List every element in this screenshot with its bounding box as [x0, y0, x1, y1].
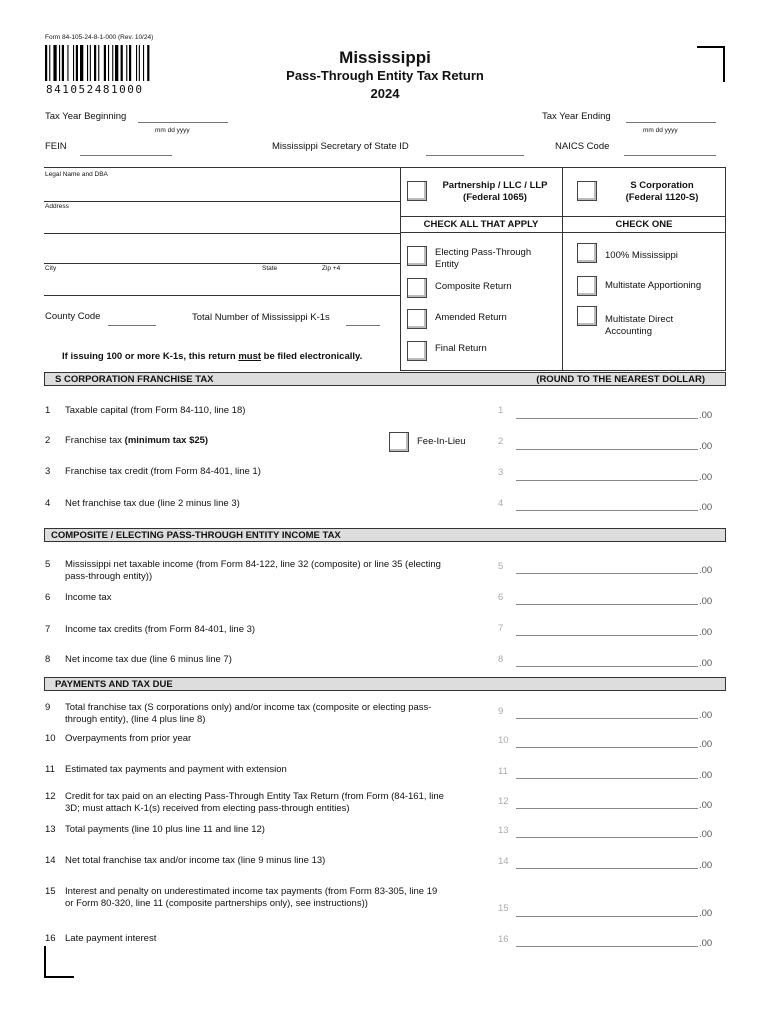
- line-12-number: 12: [45, 791, 56, 802]
- line-8-box-number: 8: [498, 654, 504, 665]
- line-16-amount-field[interactable]: [516, 946, 698, 947]
- fein-label: FEIN: [45, 141, 67, 152]
- line-5-amount-field[interactable]: [516, 573, 698, 574]
- line-12-box-number: 12: [498, 796, 509, 807]
- divider: [562, 167, 563, 371]
- line-1-number: 1: [45, 405, 51, 416]
- line-7-amount-field[interactable]: [516, 635, 698, 636]
- line-11-description: Estimated tax payments and payment with extension: [65, 764, 287, 775]
- line-9-number: 9: [45, 702, 51, 713]
- line-3-box-number: 3: [498, 467, 504, 478]
- line-6-cents: .00: [699, 596, 713, 607]
- tax-year-beginning-field[interactable]: [138, 122, 228, 123]
- form-number: Form 84-105-24-8-1-000 (Rev. 10/24): [45, 34, 154, 41]
- multistate-apportioning-checkbox[interactable]: [577, 276, 597, 296]
- partnership-checkbox[interactable]: [407, 181, 427, 201]
- line-7-box-number: 7: [498, 623, 504, 634]
- line-10-box-number: 10: [498, 735, 509, 746]
- ms-100-checkbox[interactable]: [577, 243, 597, 263]
- final-return-checkbox[interactable]: [407, 341, 427, 361]
- line-4-amount-field[interactable]: [516, 510, 698, 511]
- line-4-cents: .00: [699, 502, 713, 513]
- line-16-description: Late payment interest: [65, 933, 157, 944]
- line-7-cents: .00: [699, 627, 713, 638]
- line-9-description: Total franchise tax (S corporations only) and/or income tax (composite or electing pass-through entity), (line 4 plus line 8): [65, 702, 432, 725]
- line-15-cents: .00: [699, 908, 713, 919]
- line-5-box-number: 5: [498, 561, 504, 572]
- line-11-amount-field[interactable]: [516, 778, 698, 779]
- divider: [400, 232, 726, 233]
- line-12-cents: .00: [699, 800, 713, 811]
- line-5-cents: .00: [699, 565, 713, 576]
- electing-pte-label: Electing Pass-Through Entity: [435, 247, 532, 270]
- line-13-cents: .00: [699, 829, 713, 840]
- section-franchise-tax: S CORPORATION FRANCHISE TAX (ROUND TO THE NEAREST DOLLAR): [44, 372, 726, 386]
- line-8-cents: .00: [699, 658, 713, 669]
- county-code-label: County Code: [45, 311, 101, 322]
- line-13-box-number: 13: [498, 825, 509, 836]
- composite-return-checkbox[interactable]: [407, 278, 427, 298]
- sos-id-label: Mississippi Secretary of State ID: [272, 141, 409, 152]
- tax-year-ending-label: Tax Year Ending: [542, 111, 611, 122]
- city-state-zip-field[interactable]: [44, 295, 400, 296]
- date-format-begin: mm dd yyyy: [155, 127, 190, 134]
- tax-year-ending-field[interactable]: [626, 122, 716, 123]
- multistate-apportioning-label: Multistate Apportioning: [605, 280, 702, 291]
- line-1-description: Taxable capital (from Form 84-110, line 18): [65, 405, 246, 416]
- amended-return-label: Amended Return: [435, 312, 507, 323]
- total-k1s-field[interactable]: [346, 325, 380, 326]
- address-field[interactable]: [44, 233, 400, 234]
- total-k1s-label: Total Number of Mississippi K-1s: [192, 312, 330, 323]
- line-10-description: Overpayments from prior year: [65, 733, 192, 744]
- fee-in-lieu-label: Fee-In-Lieu: [417, 436, 466, 447]
- line-4-box-number: 4: [498, 498, 504, 509]
- section-payments: PAYMENTS AND TAX DUE: [44, 677, 726, 691]
- line-9-amount-field[interactable]: [516, 718, 698, 719]
- address-label: Address: [45, 203, 69, 210]
- city-label: City: [45, 265, 57, 272]
- line-1-amount-field[interactable]: [516, 418, 698, 419]
- line-2-cents: .00: [699, 441, 713, 452]
- line-15-amount-field[interactable]: [516, 916, 698, 917]
- line-16-number: 16: [45, 933, 56, 944]
- line-3-number: 3: [45, 466, 51, 477]
- tax-year-beginning-label: Tax Year Beginning: [45, 111, 127, 122]
- line-10-amount-field[interactable]: [516, 747, 698, 748]
- divider: [400, 216, 726, 217]
- address-field-2[interactable]: [44, 263, 400, 264]
- line-4-number: 4: [45, 498, 51, 509]
- line-11-box-number: 11: [498, 766, 508, 777]
- title-year: 2024: [370, 86, 400, 101]
- line-15-number: 15: [45, 886, 56, 897]
- line-2-box-number: 2: [498, 436, 504, 447]
- final-return-label: Final Return: [435, 343, 487, 354]
- zip-label: Zip +4: [322, 265, 341, 272]
- line-6-description: Income tax: [65, 592, 112, 603]
- naics-label: NAICS Code: [555, 141, 610, 152]
- line-7-description: Income tax credits (from Form 84-401, line 3): [65, 624, 256, 635]
- line-16-box-number: 16: [498, 934, 509, 945]
- line-2-number: 2: [45, 435, 51, 446]
- check-one-header: CHECK ONE: [615, 219, 673, 230]
- line-3-description: Franchise tax credit (from Form 84-401, line 1): [65, 466, 261, 477]
- line-13-amount-field[interactable]: [516, 837, 698, 838]
- date-format-end: mm dd yyyy: [643, 127, 678, 134]
- line-14-number: 14: [45, 855, 56, 866]
- line-13-number: 13: [45, 824, 56, 835]
- ms-100-label: 100% Mississippi: [605, 250, 678, 261]
- section-composite-income-tax: COMPOSITE / ELECTING PASS-THROUGH ENTITY INCOME TAX: [44, 528, 726, 542]
- electronic-filing-note: If issuing 100 or more K-1s, this return must be filed electronically.: [62, 351, 363, 362]
- corner-mark-bottom: [44, 946, 74, 978]
- line-14-box-number: 14: [498, 856, 509, 867]
- line-6-amount-field[interactable]: [516, 604, 698, 605]
- line-2-description: Franchise tax (minimum tax $25): [65, 435, 209, 446]
- check-all-header: CHECK ALL THAT APPLY: [423, 219, 539, 230]
- line-9-cents: .00: [699, 710, 713, 721]
- multistate-direct-checkbox[interactable]: [577, 306, 597, 326]
- line-13-description: Total payments (line 10 plus line 11 and line 12): [65, 824, 265, 835]
- s-corp-checkbox[interactable]: [577, 181, 597, 201]
- line-9-box-number: 9: [498, 706, 504, 717]
- legal-name-field[interactable]: [44, 201, 400, 202]
- line-14-description: Net total franchise tax and/or income tax (line 9 minus line 13): [65, 855, 326, 866]
- line-14-cents: .00: [699, 860, 713, 871]
- line-7-number: 7: [45, 624, 51, 635]
- line-14-amount-field[interactable]: [516, 868, 698, 869]
- line-5-description: Mississippi net taxable income (from Form 84-122, line 32 (composite) or line 35 (electing pass-through entity)): [65, 559, 441, 582]
- line-3-cents: .00: [699, 472, 713, 483]
- legal-name-label: Legal Name and DBA: [45, 171, 108, 178]
- line-3-amount-field[interactable]: [516, 480, 698, 481]
- line-10-number: 10: [45, 733, 56, 744]
- s-corp-label: S Corporation (Federal 1120-S): [625, 180, 699, 203]
- fein-field[interactable]: [80, 155, 172, 156]
- sos-id-field[interactable]: [426, 155, 524, 156]
- multistate-direct-label: Multistate Direct Accounting: [605, 314, 674, 337]
- line-11-number: 11: [45, 764, 55, 775]
- line-1-cents: .00: [699, 410, 713, 421]
- line-5-number: 5: [45, 559, 51, 570]
- line-11-cents: .00: [699, 770, 713, 781]
- amended-return-checkbox[interactable]: [407, 309, 427, 329]
- line-8-description: Net income tax due (line 6 minus line 7): [65, 654, 232, 665]
- line-2-amount-field[interactable]: [516, 449, 698, 450]
- title-state: Mississippi: [339, 48, 431, 67]
- barcode-number: 841052481000: [46, 83, 144, 96]
- line-15-description: Interest and penalty on underestimated income tax payments (from Form 83-305, line 19 or Form 80-320, line 11 (composite partnerships only), see instructions)): [65, 886, 438, 909]
- line-1-box-number: 1: [498, 405, 504, 416]
- line-6-box-number: 6: [498, 592, 504, 603]
- line-8-number: 8: [45, 654, 51, 665]
- line-6-number: 6: [45, 592, 51, 603]
- line-4-description: Net franchise tax due (line 2 minus line 3): [65, 498, 240, 509]
- naics-field[interactable]: [624, 155, 716, 156]
- line-10-cents: .00: [699, 739, 713, 750]
- line-12-description: Credit for tax paid on an electing Pass-Through Entity Tax Return (from Form (84-161, line 3D; must attach K-1(s) received from electing pass-through entities): [65, 791, 444, 814]
- line-12-amount-field[interactable]: [516, 808, 698, 809]
- line-15-box-number: 15: [498, 903, 509, 914]
- partnership-label: Partnership / LLC / LLP (Federal 1065): [442, 180, 548, 203]
- electing-pte-checkbox[interactable]: [407, 246, 427, 266]
- title-name: Pass-Through Entity Tax Return: [286, 68, 484, 83]
- county-code-field[interactable]: [108, 325, 156, 326]
- line-8-amount-field[interactable]: [516, 666, 698, 667]
- state-label: State: [262, 265, 278, 272]
- line-16-cents: .00: [699, 938, 713, 949]
- composite-return-label: Composite Return: [435, 281, 512, 292]
